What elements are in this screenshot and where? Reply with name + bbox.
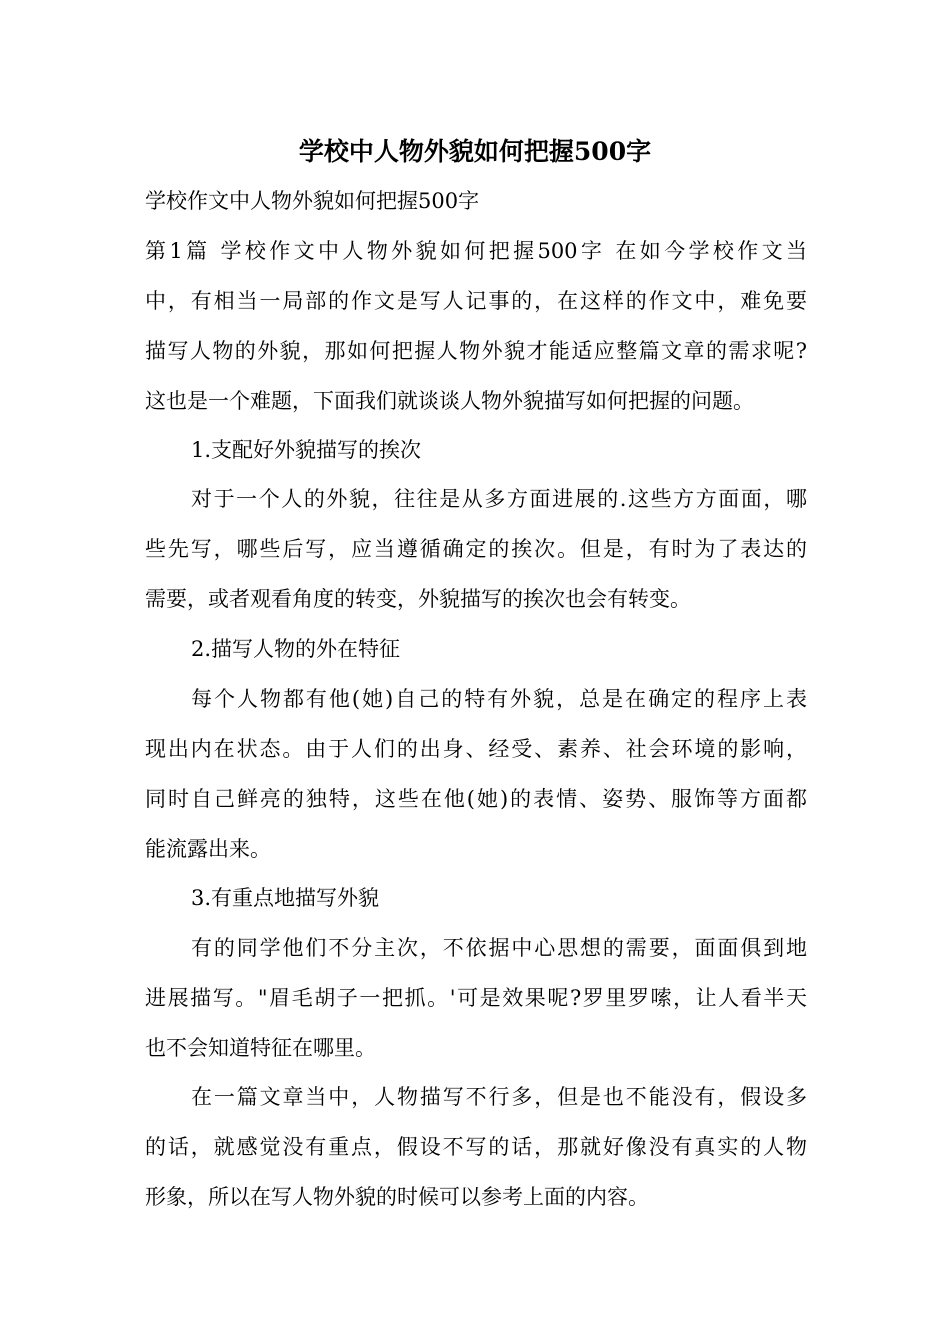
paragraph-line: 这也是一个难题，下面我们就谈谈人物外貌描写如何把握的问题。	[145, 389, 754, 413]
section-heading-2: 2.描写人物的外在特征	[191, 637, 401, 661]
paragraph-line: 的话，就感觉没有重点，假设不写的话，那就好像没有真实的人物	[145, 1135, 807, 1159]
paragraph-line: 现出内在状态。由于人们的出身、经受、素养、社会环境的影响，	[145, 737, 807, 761]
paragraph-line: 每个人物都有他(她)自己的特有外貌，总是在确定的程序上表	[191, 687, 807, 711]
section-heading-1: 1.支配好外貌描写的挨次	[191, 438, 422, 462]
paragraph-line: 形象，所以在写人物外貌的时候可以参考上面的内容。	[145, 1185, 649, 1209]
paragraph-line: 进展描写。"眉毛胡子一把抓。'可是效果呢?罗里罗嗦，让人看半天	[145, 986, 807, 1010]
section-1-paragraph	[145, 474, 807, 624]
paragraph-line: 需要，或者观看角度的转变，外貌描写的挨次也会有转变。	[145, 587, 691, 611]
paragraph-line: 中，有相当一局部的作文是写人记事的，在这样的作文中，难免要	[145, 289, 807, 313]
intro-paragraph	[145, 226, 807, 426]
paragraph-line: 描写人物的外貌，那如何把握人物外貌才能适应整篇文章的需求呢?	[145, 339, 807, 363]
section-3-paragraph	[145, 923, 807, 1073]
closing-paragraph	[145, 1072, 807, 1222]
document-subtitle: 学校作文中人物外貌如何把握500字	[145, 189, 480, 213]
section-heading-3: 3.有重点地描写外貌	[191, 886, 380, 910]
paragraph-line: 同时自己鲜亮的独特，这些在他(她)的表情、姿势、服饰等方面都	[145, 787, 807, 811]
paragraph-line: 能流露出来。	[145, 837, 271, 861]
document-title: 学校中人物外貌如何把握500字	[298, 137, 652, 166]
paragraph-line: 些先写，哪些后写，应当遵循确定的挨次。但是，有时为了表达的	[145, 537, 807, 561]
paragraph-line: 也不会知道特征在哪里。	[145, 1036, 376, 1060]
paragraph-line: 有的同学他们不分主次，不依据中心思想的需要，面面俱到地	[191, 936, 807, 960]
paragraph-line: 在一篇文章当中，人物描写不行多，但是也不能没有，假设多	[191, 1085, 807, 1109]
paragraph-line: 第1篇 学校作文中人物外貌如何把握500字 在如今学校作文当	[145, 239, 807, 263]
paragraph-line: 对于一个人的外貌，往往是从多方面进展的.这些方方面面，哪	[191, 487, 807, 511]
section-2-paragraph	[145, 674, 807, 874]
